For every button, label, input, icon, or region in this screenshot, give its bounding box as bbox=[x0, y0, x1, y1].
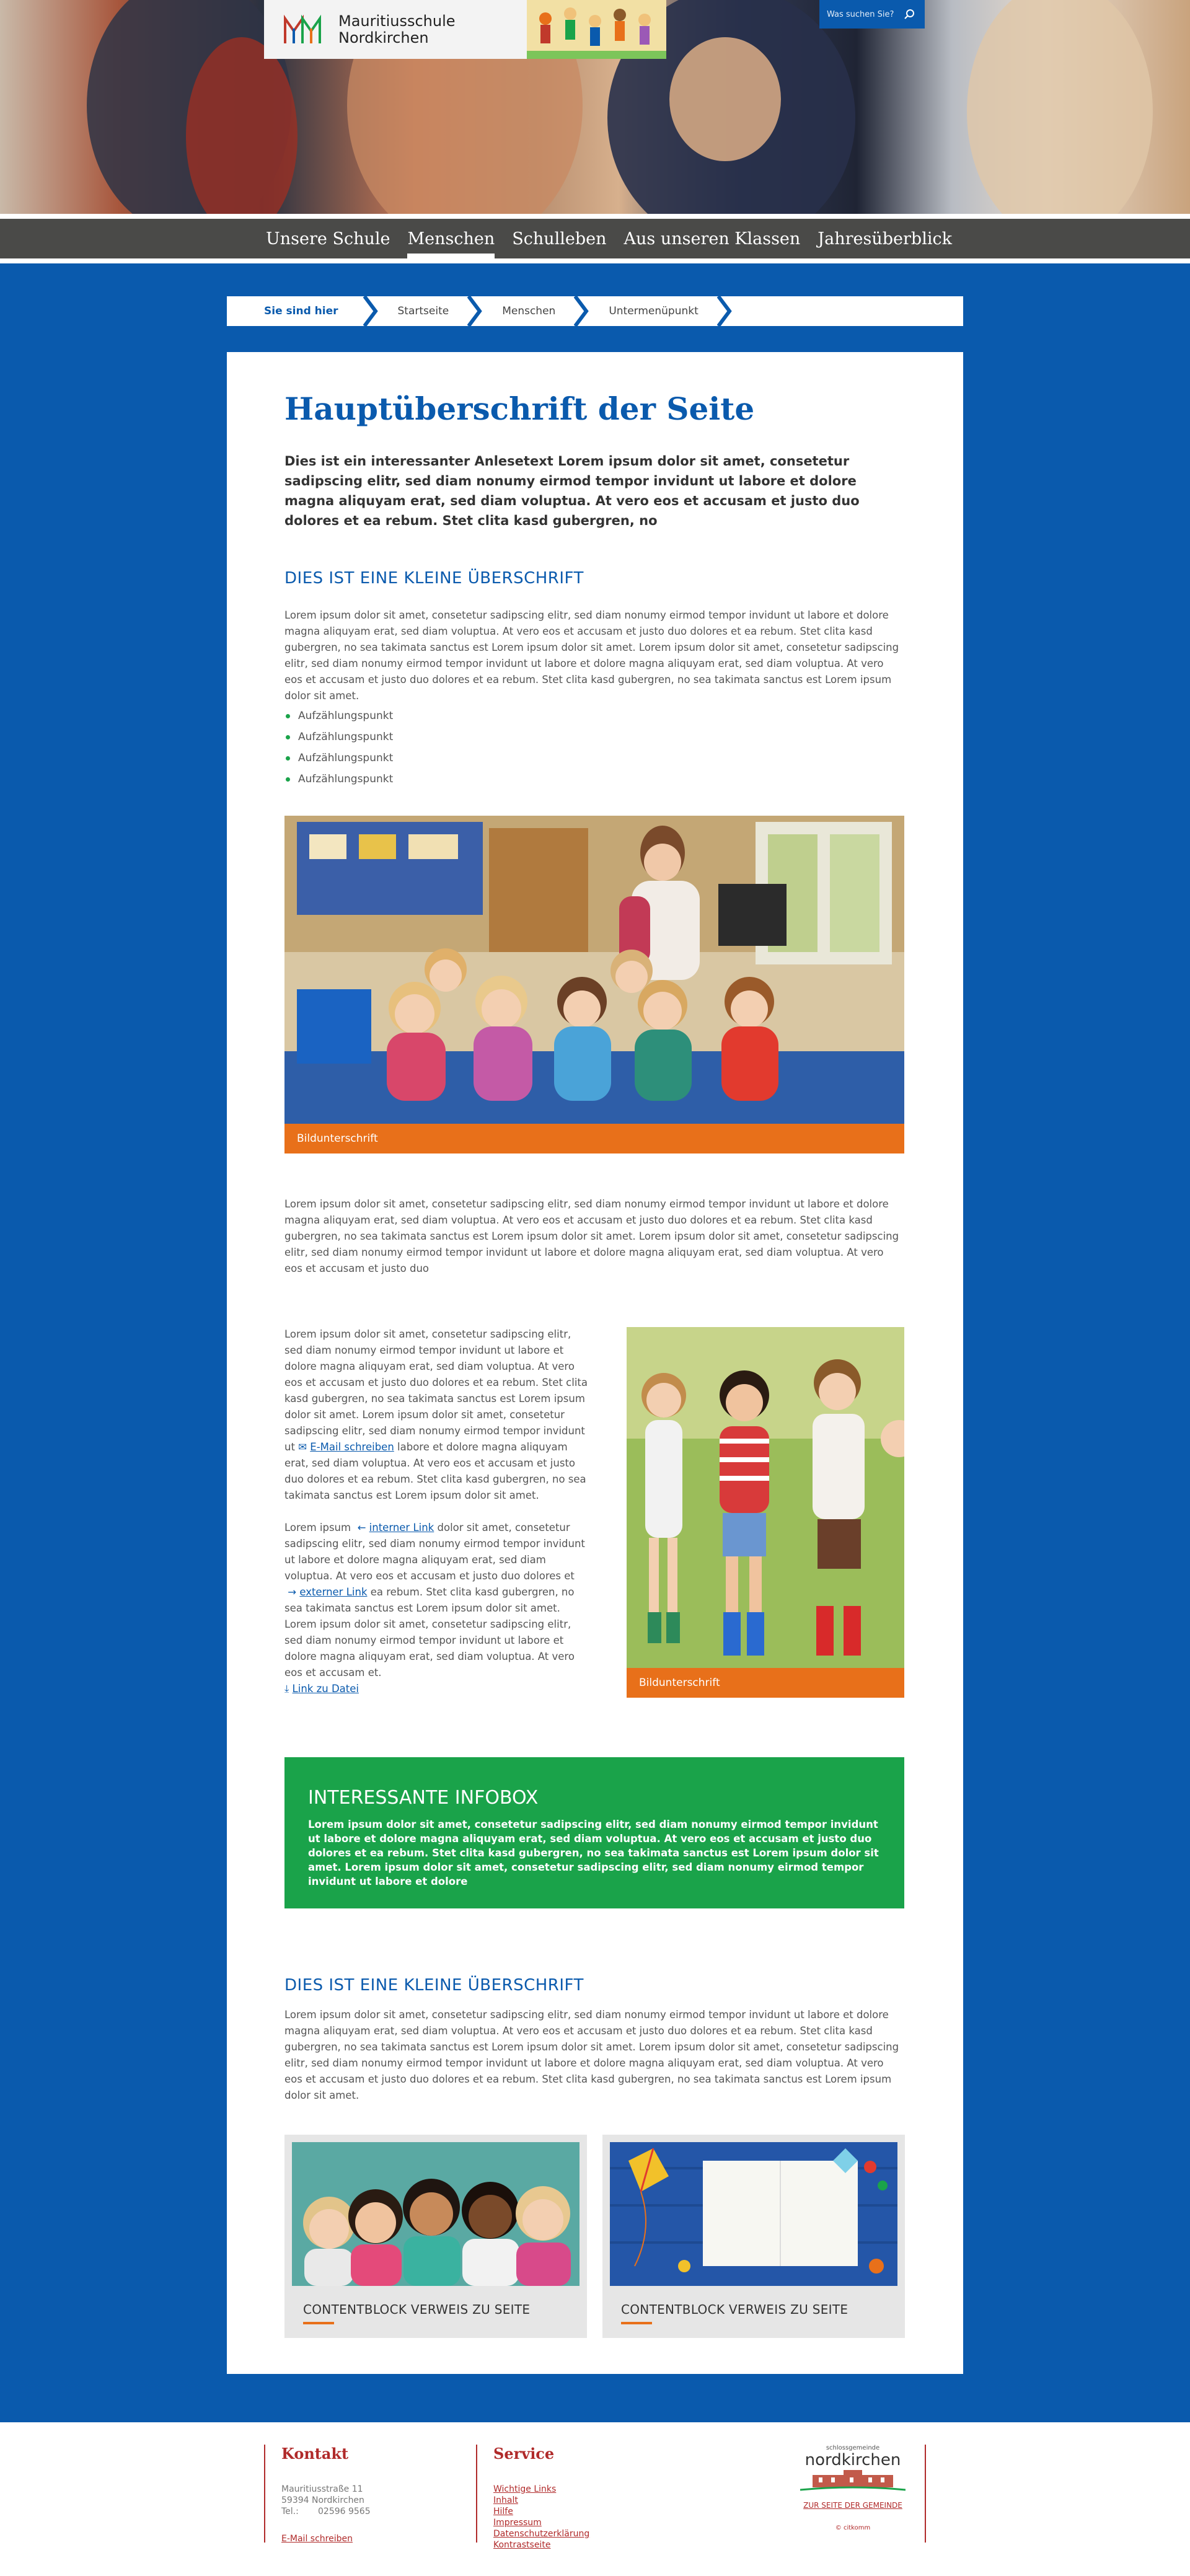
footer-service-title: Service bbox=[493, 2445, 555, 2463]
card-image-notebook bbox=[610, 2142, 897, 2286]
column-paragraph-2 bbox=[284, 1520, 588, 1697]
column-paragraph-1 bbox=[284, 1326, 588, 1504]
column-text: Lorem ipsum bbox=[284, 1522, 351, 1533]
download-icon: ⤓ bbox=[284, 1683, 289, 1695]
footer-link-kontrastseite[interactable]: Kontrastseite bbox=[493, 2540, 551, 2550]
column-text: Lorem ipsum dolor sit amet, consetetur sadipscing elitr, sed diam nonumy eirmod tempor invidunt ut labore et dolore magna aliquyam erat, sed diam voluptua. At vero eos et accusam et justo duo dolores et ea rebum. Stet clita kasd gubergren, no sea takimata sanctus est Lorem ipsum dolor sit amet. Lorem ipsum dolor sit amet, consetetur sadipscing elitr, sed diam nonumy eirmod tempor invidunt ut bbox=[284, 1328, 588, 1453]
external-link[interactable]: externer Link bbox=[299, 1586, 368, 1598]
notebook-kite-image bbox=[610, 2142, 897, 2286]
classroom-photo bbox=[284, 816, 904, 1153]
image-caption: Bildunterschrift bbox=[284, 1124, 904, 1153]
logo-line-1: Mauritiusschule bbox=[338, 12, 456, 30]
content-area bbox=[227, 352, 963, 2374]
footer-link-hilfe[interactable]: Hilfe bbox=[493, 2507, 513, 2516]
arrow-right-icon: → bbox=[284, 1586, 297, 1598]
footer-link-inhalt[interactable]: Inhalt bbox=[493, 2495, 518, 2505]
kids-outdoor-image bbox=[627, 1327, 904, 1698]
logo-line-2: Nordkirchen bbox=[338, 29, 429, 46]
footer-link-wichtige-links[interactable]: Wichtige Links bbox=[493, 2484, 557, 2494]
gemeinde-link[interactable]: ZUR SEITE DER GEMEINDE bbox=[803, 2501, 902, 2510]
column-text-block bbox=[284, 1326, 588, 1697]
search-box bbox=[819, 0, 925, 29]
footer-contact bbox=[264, 2445, 371, 2543]
footer-credit: © citkomm bbox=[835, 2525, 871, 2531]
image-caption: Bildunterschrift bbox=[627, 1668, 904, 1698]
column-text: ea rebum. Stet clita kasd gubergren, no sea takimata sanctus est Lorem ipsum dolor sit amet. Lorem ipsum dolor sit amet, consetetur sadipscing elitr, sed diam nonumy eirmod tempor invidunt ut labore et dolore magna aliquyam erat, sed diam voluptua. At vero eos et accusam et. bbox=[284, 1586, 575, 1678]
site-logo[interactable] bbox=[264, 0, 527, 59]
file-link[interactable]: Link zu Datei bbox=[292, 1683, 359, 1695]
list-item: Aufzählungspunkt bbox=[284, 748, 904, 769]
main-navigation bbox=[0, 219, 1190, 263]
lead-text: Dies ist ein interessanter Anlesetext Lorem ipsum dolor sit amet, consetetur sadipscing elitr, sed diam nonumy eirmod tempor invidunt ut labore et dolore magna aliquyam erat, sed diam voluptua. At vero eos et accusam et justo duo dolores et ea rebum. Stet clita kasd gubergren, no bbox=[284, 454, 860, 528]
infobox bbox=[284, 1757, 904, 1908]
page-title: Hauptüberschrift der Seite bbox=[284, 390, 755, 427]
footer-service bbox=[476, 2445, 590, 2550]
paragraph-2: Lorem ipsum dolor sit amet, consetetur sadipscing elitr, sed diam nonumy eirmod tempor invidunt ut labore et dolore magna aliquyam erat, sed diam voluptua. At vero eos et accusam et justo duo dolores et ea rebum. Stet clita kasd gubergren, no sea takimata sanctus est Lorem ipsum dolor sit amet. Lorem ipsum dolor sit amet, consetetur sadipscing elitr, sed diam nonumy eirmod tempor invidunt ut labore et dolore magna aliquyam erat, sed diam voluptua. At vero eos et accusam et justo duo bbox=[284, 1198, 899, 1274]
children-group-image bbox=[292, 2142, 580, 2286]
search-icon bbox=[904, 9, 915, 20]
footer-contact-title: Kontakt bbox=[281, 2445, 349, 2463]
breadcrumb bbox=[227, 296, 963, 326]
children-drawing-icon bbox=[527, 0, 666, 59]
breadcrumb-chevron-icon bbox=[717, 296, 733, 326]
email-link[interactable]: E-Mail schreiben bbox=[310, 1441, 394, 1453]
footer-phone-label: Tel.: bbox=[281, 2507, 299, 2516]
content-card[interactable] bbox=[602, 2135, 905, 2338]
hero-divider bbox=[0, 214, 1190, 219]
nav-item-schulleben[interactable]: Schulleben bbox=[512, 229, 607, 249]
column-text: dolor sit amet, consetetur sadipscing elitr, sed diam nonumy eirmod tempor invidunt ut labore et dolore magna aliquyam erat, sed diam voluptua. At vero eos et accusam et justo duo dolores et bbox=[284, 1522, 585, 1582]
logo-text bbox=[338, 13, 456, 46]
logo-mm-icon bbox=[281, 11, 325, 48]
section-text-1: Lorem ipsum dolor sit amet, consetetur sadipscing elitr, sed diam nonumy eirmod tempor invidunt ut labore et dolore magna aliquyam erat, sed diam voluptua. At vero eos et accusam et justo duo dolores et ea rebum. Stet clita kasd gubergren, no sea takimata sanctus est Lorem ipsum dolor sit amet. Lorem ipsum dolor sit amet, consetetur sadipscing elitr, sed diam nonumy eirmod tempor invidunt ut labore et dolore magna aliquyam erat, sed diam voluptua. At vero eos et accusam et justo duo dolores et ea rebum. Stet clita kasd gubergren, no sea takimata sanctus est Lorem ipsum dolor sit amet. bbox=[284, 609, 899, 702]
list-item: Aufzählungspunkt bbox=[284, 705, 904, 726]
breadcrumb-chevron-icon bbox=[574, 296, 590, 326]
breadcrumb-chevron-icon bbox=[467, 296, 483, 326]
card-underline bbox=[303, 2322, 334, 2324]
footer-address-2: 59394 Nordkirchen bbox=[281, 2495, 364, 2505]
footer-link-datenschutz[interactable]: Datenschutzerklärung bbox=[493, 2529, 590, 2539]
list-item: Aufzählungspunkt bbox=[284, 726, 904, 748]
castle-logo-icon bbox=[800, 2469, 906, 2494]
breadcrumb-chevron-icon bbox=[363, 296, 379, 326]
bullet-list bbox=[284, 705, 904, 790]
card-underline bbox=[621, 2322, 652, 2324]
content-card[interactable] bbox=[284, 2135, 587, 2338]
gemeinde-small-text: schlossgemeinde bbox=[826, 2445, 880, 2451]
search-button[interactable] bbox=[900, 5, 919, 24]
column-text: labore et dolore magna aliquyam erat, sed diam voluptua. At vero eos et accusam et justo duo dolores et ea rebum. Stet clita kasd gubergren, no sea takimata sanctus est Lorem ipsum dolor sit amet. bbox=[284, 1441, 586, 1501]
footer bbox=[0, 2422, 1190, 2576]
nav-item-jahresueberblick[interactable]: Jahresüberblick bbox=[818, 229, 952, 249]
card-title: CONTENTBLOCK VERWEIS ZU SEITE bbox=[621, 2302, 848, 2317]
footer-phone bbox=[281, 2506, 371, 2517]
section-heading-2: DIES IST EINE KLEINE ÜBERSCHRIFT bbox=[284, 1976, 584, 1995]
breadcrumb-item-menschen[interactable]: Menschen bbox=[502, 305, 556, 317]
section-text-2: Lorem ipsum dolor sit amet, consetetur sadipscing elitr, sed diam nonumy eirmod tempor invidunt ut labore et dolore magna aliquyam erat, sed diam voluptua. At vero eos et accusam et justo duo dolores et ea rebum. Stet clita kasd gubergren, no sea takimata sanctus est Lorem ipsum dolor sit amet. Lorem ipsum dolor sit amet, consetetur sadipscing elitr, sed diam nonumy eirmod tempor invidunt ut labore et dolore magna aliquyam erat, sed diam voluptua. At vero eos et accusam et justo duo dolores et ea rebum. Stet clita kasd gubergren, no sea takimata sanctus est Lorem ipsum dolor sit amet. bbox=[284, 2009, 899, 2101]
footer-gemeinde bbox=[793, 2445, 926, 2543]
nav-item-menschen[interactable]: Menschen bbox=[405, 219, 503, 258]
kids-outdoor-photo bbox=[627, 1327, 904, 1698]
footer-address-1: Mauritiusstraße 11 bbox=[281, 2484, 363, 2494]
footer-email-link[interactable]: E-Mail schreiben bbox=[281, 2534, 353, 2544]
nav-item-unsere-schule[interactable]: Unsere Schule bbox=[266, 229, 390, 249]
breadcrumb-label: Sie sind hier bbox=[264, 305, 338, 317]
classroom-image bbox=[284, 816, 904, 1153]
search-input[interactable] bbox=[826, 6, 900, 23]
infobox-title: INTERESSANTE INFOBOX bbox=[308, 1787, 539, 1809]
email-icon: ✉ bbox=[298, 1441, 307, 1453]
section-heading-1: DIES IST EINE KLEINE ÜBERSCHRIFT bbox=[284, 569, 584, 588]
gemeinde-name: nordkirchen bbox=[804, 2451, 901, 2469]
nav-item-aus-unseren-klassen[interactable]: Aus unseren Klassen bbox=[624, 229, 801, 249]
internal-link[interactable]: interner Link bbox=[369, 1522, 434, 1533]
arrow-left-icon: ← bbox=[354, 1522, 366, 1533]
card-image-children bbox=[292, 2142, 580, 2286]
footer-link-impressum[interactable]: Impressum bbox=[493, 2518, 542, 2528]
breadcrumb-item-startseite[interactable]: Startseite bbox=[397, 305, 449, 317]
card-title: CONTENTBLOCK VERWEIS ZU SEITE bbox=[303, 2302, 531, 2317]
list-item: Aufzählungspunkt bbox=[284, 769, 904, 790]
infobox-text: Lorem ipsum dolor sit amet, consetetur sadipscing elitr, sed diam nonumy eirmod tempor invidunt ut labore et dolore magna aliquyam erat, sed diam voluptua. At vero eos et accusam et justo duo dolores et ea rebum. Stet clita kasd gubergren, no sea takimata sanctus est Lorem ipsum dolor sit amet. Lorem ipsum dolor sit amet, consetetur sadipscing elitr, sed diam nonumy eirmod tempor invidunt ut labore et dolore bbox=[308, 1819, 879, 1887]
breadcrumb-item-untermenuepunkt[interactable]: Untermenüpunkt bbox=[609, 305, 699, 317]
logo-kids-illustration bbox=[527, 0, 666, 59]
footer-phone-number: 02596 9565 bbox=[318, 2507, 371, 2516]
